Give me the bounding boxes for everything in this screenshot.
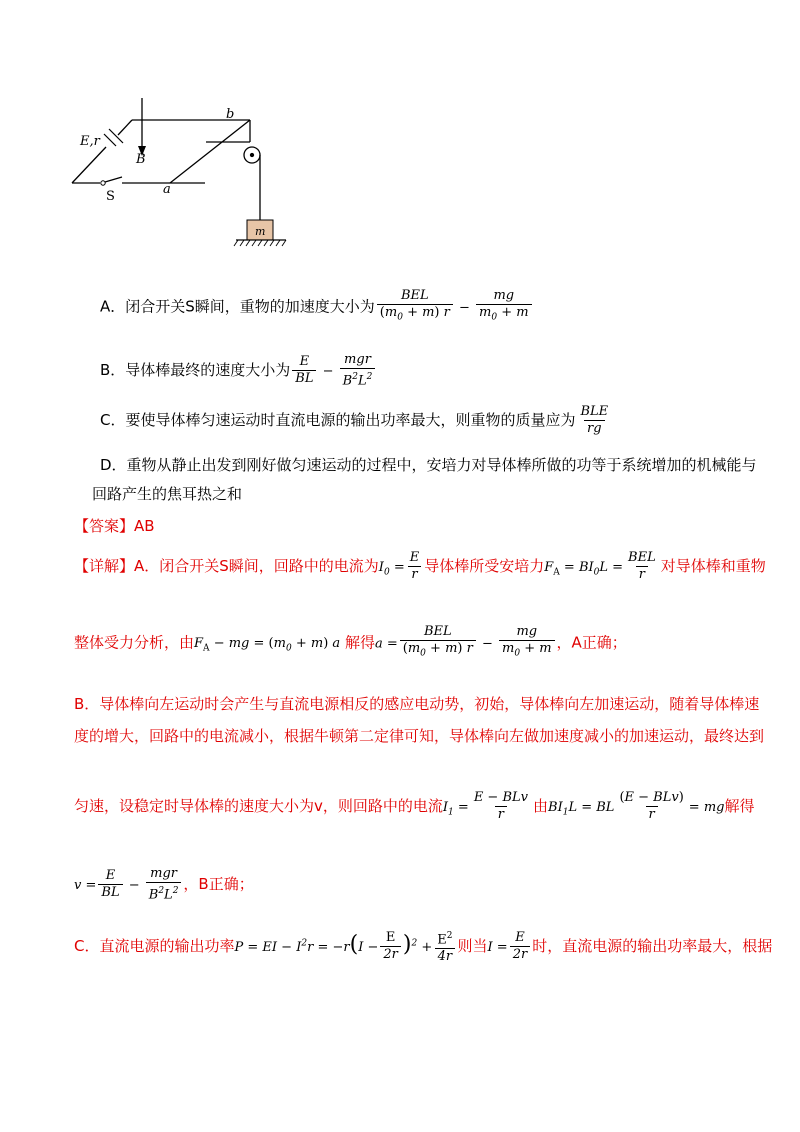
detail-formula-a-1: $\frac{\text{BEL}}{(m_0 + m) r}$: [400, 624, 476, 662]
option-b: B．导体棒最终的速度大小为 $\frac{E}{BL}$ − $\frac{\text{mgr}}{B^2L^2}$: [100, 352, 377, 389]
detail-formula-i-max: $\frac{E}{2r}$: [510, 930, 531, 963]
detail-line-5-c: 解得: [724, 797, 755, 815]
detail-formula-i1: $\frac{\text{E − BLv}}{r}$: [473, 790, 528, 822]
circuit-figure: [60, 90, 320, 260]
detail-line-7-a: C．直流电源的输出功率: [74, 937, 235, 956]
option-a-text: A．闭合开关S瞬间，重物的加速度大小为: [100, 297, 375, 316]
detail-line-4: 度的增大，回路中的电流减小，根据牛顿第二定律可知，导体棒向左做加速度减小的加速运动，最终达到: [74, 727, 765, 745]
label-s: S: [106, 189, 115, 204]
detail-line-1-b: 导体棒所受安培力: [424, 557, 545, 575]
option-b-formula-2: $\frac{\text{mgr}}{B^2L^2}$: [340, 352, 376, 389]
detail-line-6: v = $\frac{E}{BL}$ − $\frac{\text{mgr}}{B^2L^2}$ ，B正确；: [74, 866, 254, 903]
detail-formula-a-2: $\frac{mg}{m_0 + m}$: [499, 624, 555, 662]
detail-line-6-b: ，B正确；: [183, 875, 254, 894]
detail-line-7-c: 时，直流电源的输出功率最大，根据: [532, 937, 773, 956]
detail-formula-power: P = EI − $I^2r = -r(I$ −: [234, 932, 379, 958]
detail-line-2-c: ，A正确；: [556, 633, 627, 652]
detail-formula-newton: $F_A$ − mg = $(m_0 + m)$ a: [194, 636, 341, 654]
detail-line-1-a: 【详解】A．闭合开关S瞬间，回路中的电流为: [74, 557, 379, 575]
detail-line-7: C．直流电源的输出功率P = EI − $I^2r = -r(I$ − $\frac{E}{2r}$ )$^2$ + $\frac{E^2}{4r}$ 则当I = $\frac{E}{2r}$ 时，直流电源的输出功率最大，根据: [74, 930, 773, 965]
option-c-formula: $\frac{\text{BLE}}{rg}$: [580, 404, 609, 436]
detail-line-5-a: 匀速，设稳定时导体棒的速度大小为v，则回路中的电流: [74, 797, 443, 815]
option-b-text: B．导体棒最终的速度大小为: [100, 361, 291, 380]
answer-label: 【答案】AB: [74, 517, 155, 535]
detail-line-2-b: 解得: [344, 633, 375, 652]
detail-line-3: B．导体棒向左运动时会产生与直流电源相反的感应电动势，初始，导体棒向左加速运动，随着导体棒速: [74, 695, 760, 713]
detail-line-5-b: 由: [533, 797, 549, 815]
detail-formula-i0: $\frac{E}{r}$: [409, 550, 420, 582]
detail-line-2-a: 整体受力分析，由: [74, 633, 195, 652]
detail-formula-v-2: $\frac{\text{mgr}}{B^2L^2}$: [146, 866, 182, 903]
detail-line-5: 匀速，设稳定时导体棒的速度大小为v，则回路中的电流$I_1$ = $\frac{\text{E − BLv}}{r}$ 由$BI_1L$ = BL $\frac{\text{(E − BLv)}}{r}$ = mg解得: [74, 790, 755, 822]
option-d-line2: 回路产生的焦耳热之和: [92, 485, 243, 503]
label-er: E,r: [80, 134, 100, 149]
option-d-line1: D．重物从静止出发到刚好做匀速运动的过程中，安培力对导体棒所做的功等于系统增加的机械能与: [100, 456, 757, 474]
detail-line-2: 整体受力分析，由$F_A$ − mg = $(m_0 + m)$ a 解得a = $\frac{\text{BEL}}{(m_0 + m) r}$ − $\frac{mg}{m_0 + m}$ ，A正确；: [74, 624, 627, 662]
option-b-formula-1: $\frac{E}{BL}$: [292, 354, 316, 387]
detail-line-7-b: 则当: [457, 937, 488, 956]
detail-formula-balance: $\frac{\text{(E − BLv)}}{r}$: [619, 790, 684, 822]
detail-line-1: 【详解】A．闭合开关S瞬间，回路中的电流为$I_0$ = $\frac{E}{r}$ 导体棒所受安培力$F_A = BI_0L$ = $\frac{\text{BEL}}{r}$ 对导体棒和重物: [74, 550, 766, 582]
option-a-formula-2: $\frac{mg}{m_0 + m}$: [476, 288, 532, 326]
detail-formula-v-1: $\frac{E}{BL}$: [98, 868, 122, 901]
option-c-text: C．要使导体棒匀速运动时直流电源的输出功率最大，则重物的质量应为: [100, 411, 576, 429]
detail-line-1-c: 对导体棒和重物: [660, 557, 766, 575]
label-a: a: [163, 182, 171, 197]
option-a: A．闭合开关S瞬间，重物的加速度大小为 $\frac{\text{BEL}}{(m_0 + m) r}$ − $\frac{mg}{m_0 + m}$: [100, 288, 534, 326]
option-c: [100, 404, 613, 437]
option-a-formula-1: $\frac{\text{BEL}}{(m_0 + m) r}$: [377, 288, 453, 326]
label-m: m: [255, 225, 266, 238]
detail-formula-fa: $\frac{\text{BEL}}{r}$: [628, 550, 656, 582]
label-b-field: B: [136, 152, 146, 167]
label-b-corner: b: [226, 107, 235, 122]
